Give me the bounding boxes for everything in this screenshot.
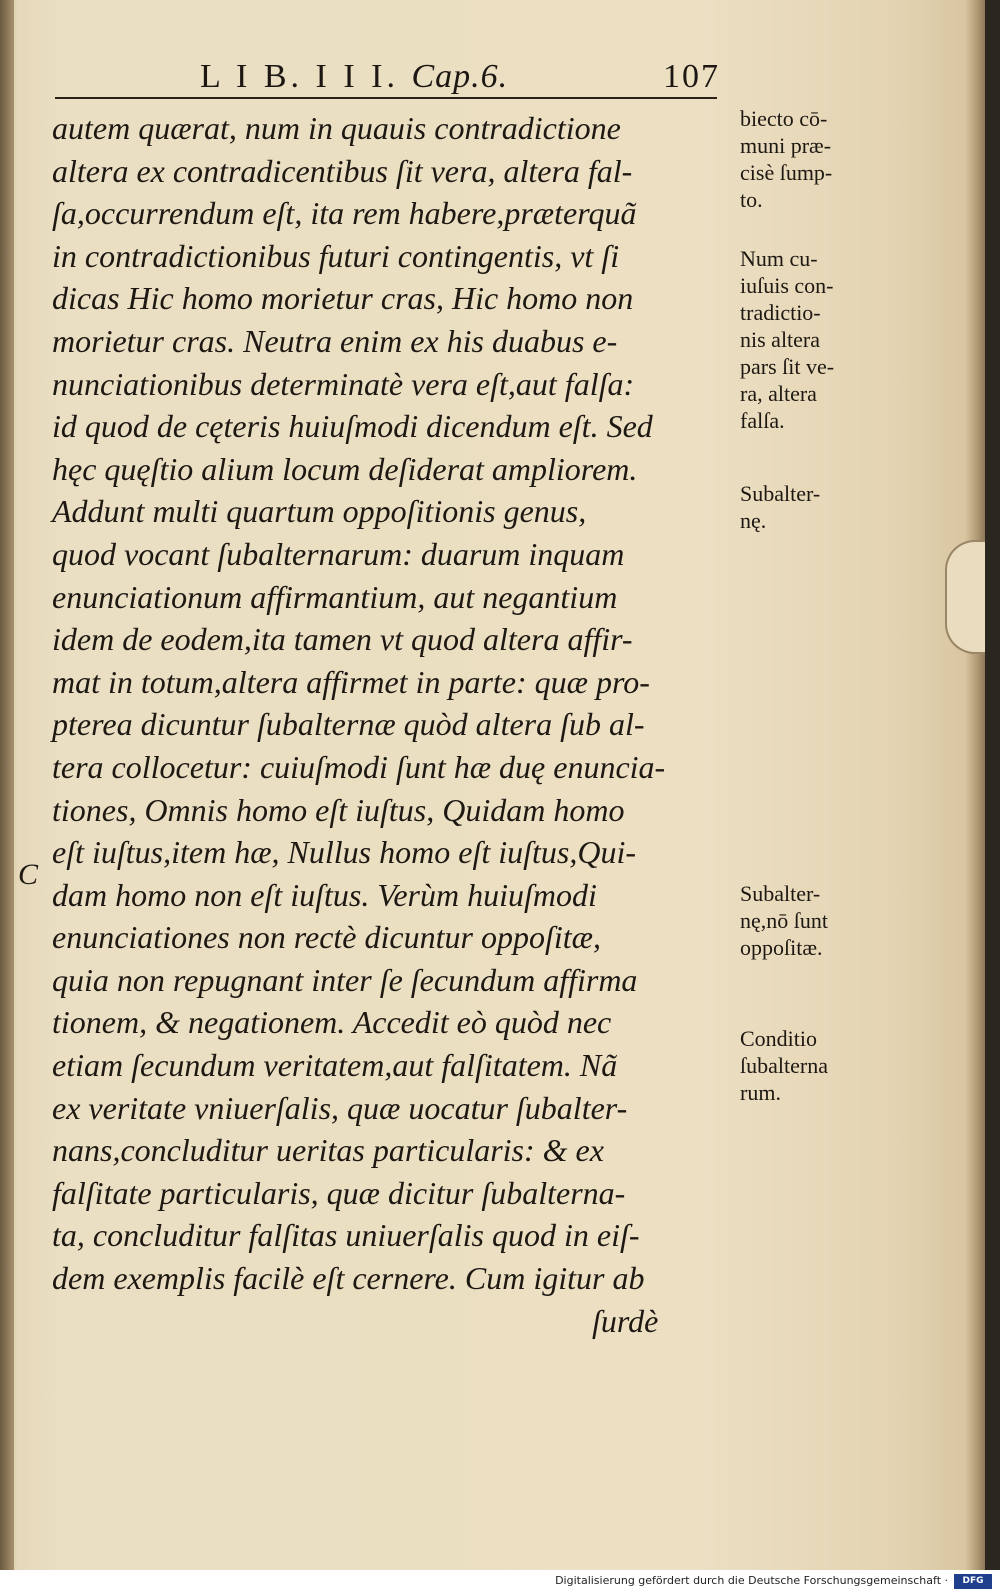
- footer-credit: Digitalisierung gefördert durch die Deutsche Forschungsgemeinschaft ·: [555, 1574, 948, 1587]
- margin-note: [740, 245, 890, 434]
- margin-note: [740, 480, 890, 534]
- margin-note-line: oppoſitæ.: [740, 935, 823, 960]
- chapter-label: Cap.6.: [411, 58, 509, 95]
- margin-note-line: falſa.: [740, 408, 785, 433]
- margin-note-line: ra, altera: [740, 381, 817, 406]
- text-line: hęc quęſtio alium locum deſiderat ampliorem.: [52, 450, 638, 487]
- text-line: Addunt multi quartum oppoſitionis genus,: [52, 493, 587, 530]
- text-line: tionem, & negationem. Accedit eò quòd nec: [52, 1004, 612, 1041]
- header-rule: [55, 97, 717, 99]
- margin-note-line: biecto cō-: [740, 106, 828, 131]
- text-line: dem exemplis facilè eſt cernere. Cum igitur ab: [52, 1260, 645, 1297]
- index-tab: [945, 540, 985, 654]
- page-header: [200, 58, 720, 102]
- text-line: dam homo non eſt iuſtus. Verùm huiuſmodi: [52, 876, 597, 913]
- margin-note-line: pars ſit ve-: [740, 354, 835, 379]
- book-spine: [0, 0, 14, 1570]
- text-line: tera collocetur: cuiuſmodi ſunt hæ duę enuncia-: [52, 748, 666, 785]
- margin-note-line: ſubalterna: [740, 1053, 828, 1078]
- catchword: ſurdè: [592, 1302, 659, 1339]
- main-text: [52, 107, 732, 1342]
- margin-note-line: nis altera: [740, 327, 821, 352]
- running-title: [200, 58, 508, 96]
- text-line: enunciationum affirmantium, aut negantium: [52, 578, 618, 615]
- margin-note-line: Conditio: [740, 1026, 818, 1051]
- side-letter: C: [18, 858, 39, 891]
- text-line: ſa,occurrendum eſt, ita rem habere,præterquã: [52, 195, 637, 232]
- margin-note-line: tradictio-: [740, 300, 821, 325]
- text-line: enunciationes non rectè dicuntur oppoſitæ,: [52, 919, 601, 956]
- text-line: in contradictionibus futuri contingentis, vt ſi: [52, 237, 620, 274]
- running-title-text: L I B. I I I.: [200, 58, 399, 95]
- margin-note: [740, 1025, 890, 1106]
- dfg-logo-icon: DFG: [954, 1574, 992, 1589]
- text-line: quod vocant ſubalternarum: duarum inquam: [52, 535, 625, 572]
- margin-note-line: nę,nō ſunt: [740, 908, 828, 933]
- text-line: nunciationibus determinatè vera eſt,aut falſa:: [52, 365, 635, 402]
- text-line: altera ex contradicentibus ſit vera, altera fal-: [52, 152, 633, 189]
- text-line: eſt iuſtus,item hæ, Nullus homo eſt iuſtus,Qui-: [52, 834, 636, 871]
- text-line: falſitate particularis, quæ dicitur ſubalterna-: [52, 1174, 626, 1211]
- text-line: id quod de cęteris huiuſmodi dicendum eſt. Sed: [52, 408, 653, 445]
- margin-note-line: cisè ſump-: [740, 160, 833, 185]
- text-line: ta, concluditur falſitas uniuerſalis quod in eiſ-: [52, 1217, 640, 1254]
- margin-note-line: Subalter-: [740, 881, 821, 906]
- text-line: nans,concluditur ueritas particularis: & ex: [52, 1132, 604, 1169]
- page-number: 107: [663, 58, 720, 95]
- margin-note-line: muni præ-: [740, 133, 832, 158]
- margin-note-line: rum.: [740, 1080, 781, 1105]
- margin-note: [740, 880, 890, 961]
- text-line: pterea dicuntur ſubalternæ quòd altera ſub al-: [52, 706, 645, 743]
- text-line: ex veritate vniuerſalis, quæ uocatur ſubalter-: [52, 1089, 628, 1126]
- footer-bar: [0, 1570, 1000, 1595]
- margin-note-line: Subalter-: [740, 481, 821, 506]
- text-line: etiam ſecundum veritatem,aut falſitatem. Nã: [52, 1047, 618, 1084]
- text-line: tiones, Omnis homo eſt iuſtus, Quidam homo: [52, 791, 625, 828]
- margin-note-line: iuſuis con-: [740, 273, 834, 298]
- margin-note-line: Num cu-: [740, 246, 818, 271]
- margin-note: [740, 105, 890, 213]
- text-line: quia non repugnant inter ſe ſecundum affirma: [52, 961, 638, 998]
- margin-note-line: to.: [740, 187, 763, 212]
- text-line: mat in totum,altera affirmet in parte: quæ pro-: [52, 663, 650, 700]
- page-edge: [965, 0, 985, 1570]
- text-line: idem de eodem,ita tamen vt quod altera affir-: [52, 621, 633, 658]
- text-line: dicas Hic homo morietur cras, Hic homo non: [52, 280, 634, 317]
- text-line: morietur cras. Neutra enim ex his duabus e-: [52, 322, 618, 359]
- text-line: autem quærat, num in quauis contradictione: [52, 110, 621, 146]
- margin-note-line: nę.: [740, 508, 767, 533]
